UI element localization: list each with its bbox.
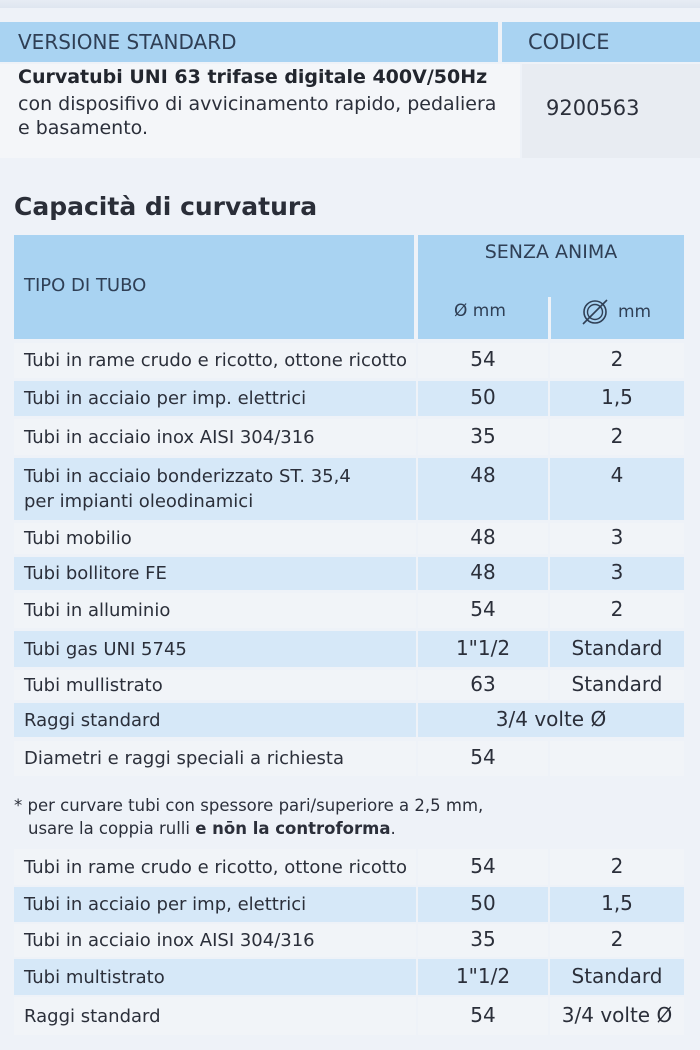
table-row (14, 419, 684, 455)
row-label (14, 741, 416, 776)
row-label (14, 631, 416, 667)
row-label (14, 924, 416, 957)
code-header: CODICE (502, 22, 700, 62)
row-value-diameter: 54 (418, 849, 548, 885)
row-label (14, 670, 416, 700)
footnote (14, 794, 684, 840)
footnote-end: . (390, 819, 396, 838)
row-label (14, 593, 416, 628)
row-label-text: Tubi mobilio (24, 528, 132, 549)
row-label-text: Tubi in acciaio per imp, elettrici (24, 894, 307, 915)
row-label-text: Tubi in acciaio per imp. elettrici (24, 388, 307, 409)
row-label-text: Tubi bollitore FE (24, 563, 167, 584)
row-label-text: Tubi in rame crudo e ricotto, ottone ricotto (24, 350, 408, 371)
row-label (14, 557, 416, 590)
row-label (14, 703, 416, 737)
row-value-thickness: 2 (550, 419, 684, 455)
row-value-thickness: Standard (550, 631, 684, 667)
row-label (14, 523, 416, 554)
version-header: VERSIONE STANDARD (0, 22, 498, 62)
row-value-diameter: 48 (418, 458, 548, 520)
top-band (0, 0, 700, 8)
table-row (14, 458, 684, 520)
row-value-thickness: 3/4 volte Ø (550, 997, 684, 1035)
row-value-thickness: 2 (550, 593, 684, 628)
table-row (14, 849, 684, 885)
row-label (14, 887, 416, 922)
table-header-group (418, 235, 684, 339)
row-label-text: Tubi in acciaio bonderizzato ST. 35,4 (24, 466, 351, 487)
row-value-thickness: Standard (550, 959, 684, 995)
row-value-thickness: 1,5 (550, 381, 684, 416)
row-value-diameter: 54 (418, 593, 548, 628)
row-label-text: Tubi mullistrato (24, 675, 163, 696)
row-value-thickness: 3 (550, 523, 684, 554)
table-row (14, 887, 684, 922)
section-title: Capacità di curvatura (14, 192, 318, 221)
row-label-text: Diametri e raggi speciali a richiesta (24, 748, 345, 769)
row-value-diameter: 1"1/2 (418, 631, 548, 667)
table-row (14, 924, 684, 957)
table-row (14, 703, 684, 737)
column-header-diameter: Ø mm (454, 301, 506, 321)
row-value-diameter: 35 (418, 924, 548, 957)
table-row (14, 670, 684, 700)
table-header-type (14, 235, 414, 339)
row-label (14, 997, 416, 1035)
row-value-thickness: 2 (550, 849, 684, 885)
row-value-diameter: 50 (418, 381, 548, 416)
product-title: Curvatubi UNI 63 trifase digitale 400V/50Hz (18, 66, 488, 88)
row-value-diameter: 63 (418, 670, 548, 700)
table-row (14, 343, 684, 378)
row-label-text: Raggi standard (24, 710, 161, 731)
row-value-thickness: 3 (550, 557, 684, 590)
row-value-span: 3/4 volte Ø (418, 703, 684, 737)
footnote-text: usare la coppia rulli (28, 819, 196, 838)
row-label-text: Tubi in alluminio (24, 600, 171, 621)
row-label (14, 419, 416, 455)
row-value-diameter: 54 (418, 997, 548, 1035)
footnote-line2 (14, 817, 684, 840)
row-label-text: Raggi standard (24, 1006, 161, 1027)
table-row (14, 741, 684, 776)
row-value-diameter: 48 (418, 557, 548, 590)
row-label-text: Tubi in acciaio inox AISI 304/316 (24, 930, 315, 951)
row-label-text: Tubi in acciaio inox AISI 304/316 (24, 427, 315, 448)
row-value-thickness: 1,5 (550, 887, 684, 922)
row-value-diameter: 50 (418, 887, 548, 922)
product-description: con disposifivo di avvicinamento rapido, pedaliera e basamento. (18, 93, 497, 139)
column-header-thickness (580, 297, 651, 327)
row-label (14, 458, 416, 520)
row-value-thickness: 2 (550, 924, 684, 957)
row-label (14, 381, 416, 416)
table-row (14, 631, 684, 667)
table-row (14, 997, 684, 1035)
thickness-icon (580, 297, 610, 327)
row-value-diameter: 48 (418, 523, 548, 554)
header-divider (548, 297, 551, 339)
row-value-diameter: 1"1/2 (418, 959, 548, 995)
table-row (14, 593, 684, 628)
row-value-thickness: 4 (550, 458, 684, 520)
product-code: 9200563 (546, 96, 640, 120)
row-label (14, 959, 416, 995)
column-header-type: TIPO DI TUBO (24, 275, 147, 296)
table-row (14, 523, 684, 554)
table-row (14, 381, 684, 416)
row-value-diameter: 54 (418, 741, 548, 776)
row-label (14, 343, 416, 378)
table-row (14, 959, 684, 995)
row-label-text: Tubi in rame crudo e ricotto, ottone ricotto (24, 857, 408, 878)
row-label-text-2: per impianti oleodinamici (24, 491, 254, 512)
row-value-thickness (550, 741, 684, 776)
column-header-group: SENZA ANIMA (484, 241, 618, 263)
footnote-line1: * per curvare tubi con spessore pari/superiore a 2,5 mm, (14, 796, 484, 815)
footnote-emphasis: e nōn la controforma (195, 819, 391, 838)
row-value-diameter: 54 (418, 343, 548, 378)
row-label-text: Tubi gas UNI 5745 (24, 639, 187, 660)
row-label (14, 849, 416, 885)
table-row (14, 557, 684, 590)
row-value-thickness: 2 (550, 343, 684, 378)
thickness-unit: mm (618, 302, 652, 322)
row-label-text: Tubi multistrato (24, 967, 165, 988)
row-value-diameter: 35 (418, 419, 548, 455)
row-value-thickness: Standard (550, 670, 684, 700)
